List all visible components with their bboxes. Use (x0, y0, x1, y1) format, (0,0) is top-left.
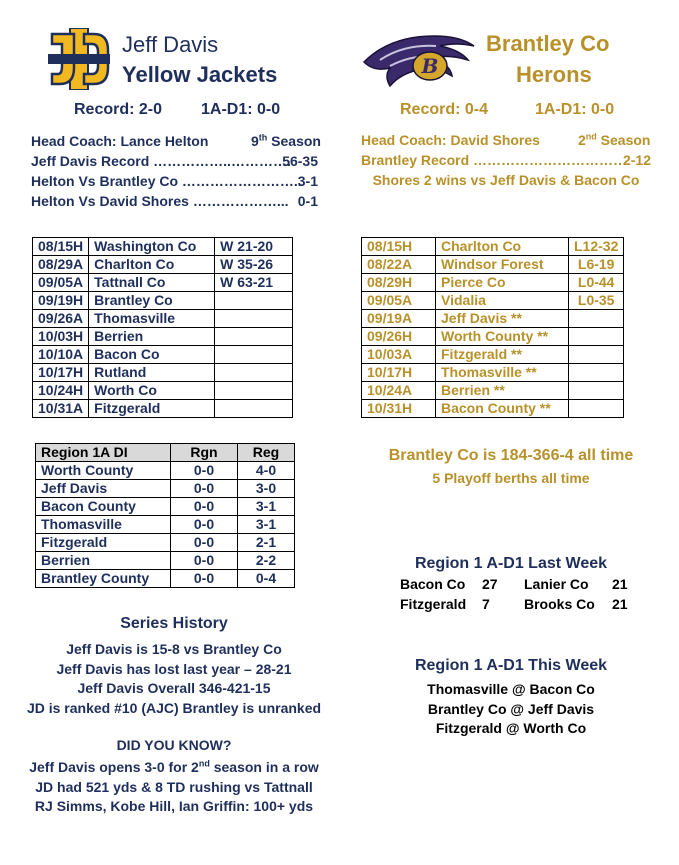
region-record-cell: 0-0 (171, 498, 238, 516)
game-date: 10/31A (33, 400, 89, 418)
did-you-know-lines (24, 758, 324, 817)
region-team: Thomasville (36, 516, 171, 534)
game-date: 10/24H (33, 382, 89, 400)
series-line: Jeff Davis is 15-8 vs Brantley Co (66, 641, 282, 657)
game-opponent: Fitzgerald ** (436, 346, 569, 364)
bc-overall-record (361, 152, 651, 168)
game-date: 10/24A (362, 382, 436, 400)
game-result (215, 382, 293, 400)
schedule-row (33, 238, 293, 256)
game-opponent: Washington Co (89, 238, 215, 256)
game-date: 10/31H (362, 400, 436, 418)
region-record-cell: 0-0 (171, 552, 238, 570)
game-opponent: Charlton Co (89, 256, 215, 274)
region-record-cell: 3-1 (238, 516, 295, 534)
game-opponent: Worth County ** (436, 328, 569, 346)
series-history-lines (24, 640, 324, 718)
game-result: L0-35 (569, 292, 624, 310)
region-record-cell: 0-0 (171, 570, 238, 588)
series-line: Jeff Davis Overall 346-421-15 (77, 680, 271, 696)
game-result (569, 400, 624, 418)
game-result (215, 328, 293, 346)
team-score: 27 (482, 576, 498, 592)
schedule-row (33, 328, 293, 346)
region-team: Bacon County (36, 498, 171, 516)
game-opponent: Bacon Co (89, 346, 215, 364)
game-result: L0-44 (569, 274, 624, 292)
schedule-row (33, 346, 293, 364)
game-opponent: Jeff Davis ** (436, 310, 569, 328)
last-week-game (400, 596, 640, 616)
game-date: 09/05A (33, 274, 89, 292)
region-record-cell: 0-4 (238, 570, 295, 588)
helton-vs-brantley: Helton Vs Brantley Co …………………….. 3-1 (31, 173, 318, 189)
team-score: 21 (612, 576, 628, 592)
game-opponent: Thomasville ** (436, 364, 569, 382)
game-date: 08/29A (33, 256, 89, 274)
schedule-row (33, 364, 293, 382)
game-result: L12-32 (569, 238, 624, 256)
game-date: 09/19H (33, 292, 89, 310)
schedule-row (33, 292, 293, 310)
bc-playoffs: 5 Playoff berths all time (432, 470, 590, 486)
dyk-line: RJ Simms, Kobe Hill, Ian Griffin: 100+ yds (34, 798, 314, 814)
game-date: 09/05A (362, 292, 436, 310)
region-record-cell: 4-0 (238, 462, 295, 480)
did-you-know-title: DID YOU KNOW? (116, 737, 232, 753)
region-row (36, 552, 295, 570)
region-team: Brantley County (36, 570, 171, 588)
jd-monogram-logo-icon (48, 28, 110, 90)
jd-schedule-table (32, 237, 293, 418)
region-record-cell: 2-1 (238, 534, 295, 552)
helton-vs-shores: Helton Vs David Shores ………………... 0-1 (31, 193, 318, 209)
region-team: Worth County (36, 462, 171, 480)
schedule-row (362, 274, 624, 292)
game-result: L6-19 (569, 256, 624, 274)
region-row (36, 516, 295, 534)
dyk-line: JD had 521 yds & 8 TD rushing vs Tattnall (35, 778, 313, 795)
last-week-games (400, 576, 640, 616)
schedule-row (362, 400, 624, 418)
game-date: 10/17H (33, 364, 89, 382)
region-record-cell: 3-0 (238, 480, 295, 498)
jd-overall-record (31, 153, 318, 169)
game-date: 10/03H (33, 328, 89, 346)
game-date: 10/10A (33, 346, 89, 364)
bc-head-coach: Head Coach: David Shores (361, 132, 540, 148)
region-record-cell: 3-1 (238, 498, 295, 516)
game-date: 08/22A (362, 256, 436, 274)
game-opponent: Brantley Co (89, 292, 215, 310)
jd-season: 9th Season (251, 132, 321, 149)
game-result (569, 310, 624, 328)
game-date: 09/19A (362, 310, 436, 328)
game-date: 10/17H (362, 364, 436, 382)
schedule-row (362, 238, 624, 256)
game-opponent: Berrien ** (436, 382, 569, 400)
region-standings-table (35, 443, 295, 588)
game-opponent: Bacon County ** (436, 400, 569, 418)
game-opponent: Windsor Forest (436, 256, 569, 274)
region-header-cell: Region 1A DI (36, 444, 171, 462)
game-result (215, 364, 293, 382)
game-result: W 63-21 (215, 274, 293, 292)
region-team: Fitzgerald (36, 534, 171, 552)
schedule-row (362, 382, 624, 400)
bc-record: Record: 0-4 (400, 101, 489, 118)
schedule-row (33, 256, 293, 274)
jd-name-line2: Yellow Jackets (122, 62, 278, 87)
region-row (36, 498, 295, 516)
game-opponent: Thomasville (89, 310, 215, 328)
this-week-game: Fitzgerald @ Worth Co (435, 720, 587, 736)
bc-name-line1: Brantley Co (486, 31, 610, 56)
schedule-row (33, 382, 293, 400)
game-result (215, 310, 293, 328)
heron-logo-icon (360, 32, 478, 90)
schedule-row (362, 328, 624, 346)
game-opponent: Charlton Co (436, 238, 569, 256)
game-result (215, 346, 293, 364)
team-name: Brooks Co (524, 596, 595, 612)
schedule-row (362, 310, 624, 328)
game-result (569, 382, 624, 400)
game-result (215, 292, 293, 310)
team-name: Fitzgerald (400, 596, 467, 612)
game-opponent: Rutland (89, 364, 215, 382)
series-line: JD is ranked #10 (AJC) Brantley is unranked (26, 699, 322, 716)
game-opponent: Berrien (89, 328, 215, 346)
region-record-cell: 0-0 (171, 534, 238, 552)
game-opponent: Fitzgerald (89, 400, 215, 418)
bc-all-time: Brantley Co is 184-366-4 all time (388, 447, 634, 464)
last-week-game (400, 576, 640, 596)
last-week-title: Region 1 A-D1 Last Week (414, 555, 608, 572)
jd-record: Record: 2-0 (74, 101, 163, 118)
game-result (569, 328, 624, 346)
region-record-cell: 2-2 (238, 552, 295, 570)
jd-name-line1: Jeff Davis (122, 32, 219, 57)
region-row (36, 534, 295, 552)
region-team: Jeff Davis (36, 480, 171, 498)
game-result (569, 346, 624, 364)
this-week-game: Thomasville @ Bacon Co (427, 681, 595, 697)
game-opponent: Pierce Co (436, 274, 569, 292)
region-row (36, 462, 295, 480)
region-row (36, 480, 295, 498)
game-date: 08/15H (33, 238, 89, 256)
series-history-title: Series History (120, 615, 228, 632)
region-record-cell: 0-0 (171, 480, 238, 498)
team-name: Bacon Co (400, 576, 466, 592)
game-date: 09/26H (362, 328, 436, 346)
team-score: 7 (482, 596, 490, 612)
region-record-cell: 0-0 (171, 462, 238, 480)
region-row (36, 570, 295, 588)
jd-record-value: 56-35 (282, 153, 318, 169)
jd-head-coach: Head Coach: Lance Helton (31, 133, 209, 149)
game-result (569, 364, 624, 382)
jd-record-label: Jeff Davis Record ……………..…………. (31, 153, 291, 169)
region-team: Berrien (36, 552, 171, 570)
this-week-game: Brantley Co @ Jeff Davis (427, 700, 595, 717)
game-opponent: Worth Co (89, 382, 215, 400)
schedule-row (362, 364, 624, 382)
game-date: 10/03A (362, 346, 436, 364)
schedule-row (33, 400, 293, 418)
bc-record-value: 2-12 (622, 152, 651, 168)
svg-text:B: B (421, 54, 439, 78)
region-header-cell: Rgn (171, 444, 238, 462)
schedule-row (362, 256, 624, 274)
this-week-games (361, 680, 661, 739)
region-header-row (36, 444, 295, 462)
game-opponent: Tattnall Co (89, 274, 215, 292)
game-result: W 21-20 (215, 238, 293, 256)
schedule-row (362, 346, 624, 364)
bc-name-line2: Herons (516, 62, 592, 87)
bc-record-label: Brantley Record …………………………… (361, 152, 628, 168)
bc-region-record: 1A-D1: 0-0 (535, 101, 615, 118)
game-date: 08/29H (362, 274, 436, 292)
dyk-line: Jeff Davis opens 3-0 for 2nd season in a row (29, 758, 319, 775)
schedule-row (33, 310, 293, 328)
series-line: Jeff Davis has lost last year – 28-21 (56, 660, 292, 677)
region-record-cell: 0-0 (171, 516, 238, 534)
schedule-row (362, 292, 624, 310)
game-result (215, 400, 293, 418)
region-header-cell: Reg (238, 444, 295, 462)
schedule-row (33, 274, 293, 292)
jd-region-record: 1A-D1: 0-0 (201, 101, 281, 118)
game-result: W 35-26 (215, 256, 293, 274)
shores-note: Shores 2 wins vs Jeff Davis & Bacon Co (372, 172, 640, 188)
team-name: Lanier Co (524, 576, 589, 592)
team-score: 21 (612, 596, 628, 612)
bc-season: 2nd Season (578, 131, 651, 148)
game-date: 08/15H (362, 238, 436, 256)
game-date: 09/26A (33, 310, 89, 328)
this-week-title: Region 1 A-D1 This Week (414, 657, 608, 674)
bc-schedule-table (361, 237, 624, 418)
game-opponent: Vidalia (436, 292, 569, 310)
